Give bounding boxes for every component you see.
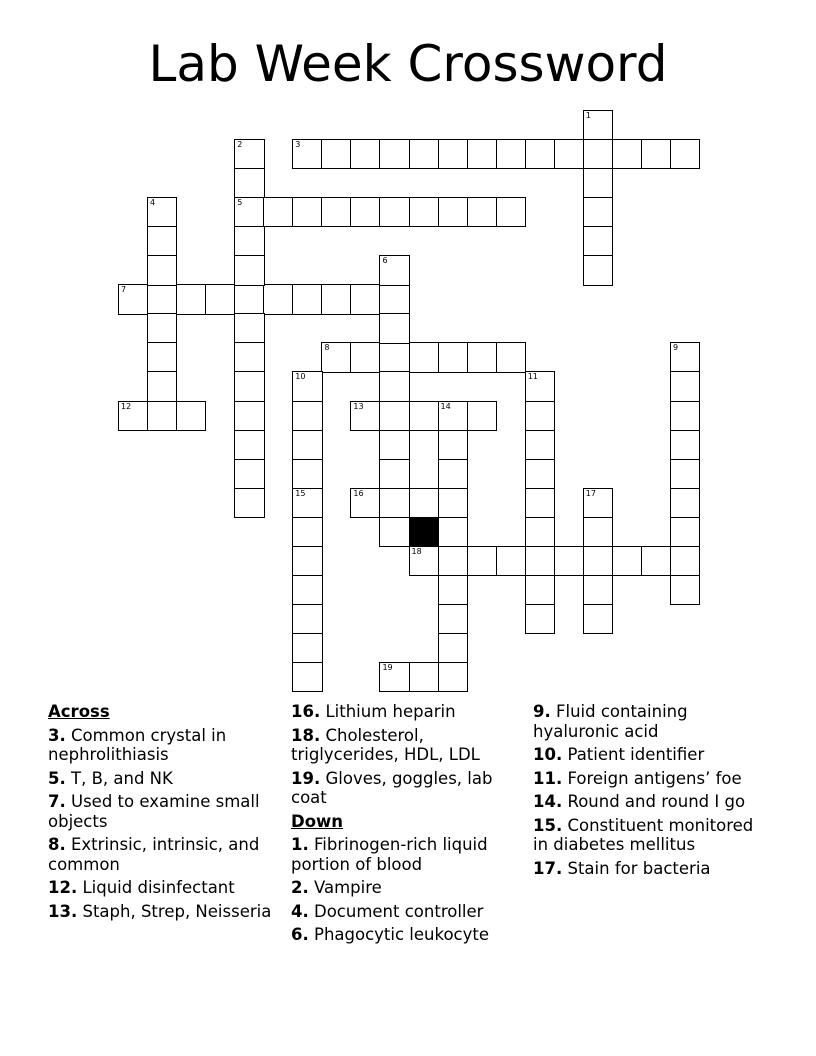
grid-cell[interactable] [379,313,409,343]
clue-text: Phagocytic leukocyte [308,925,490,944]
grid-cell[interactable] [583,255,613,285]
grid-cell[interactable] [234,284,264,314]
clue-number: 18 [411,546,422,556]
grid-cell[interactable] [350,284,380,314]
clue-number: 2 [237,140,243,150]
clue-text: Liquid disinfectant [77,878,235,897]
clue-number: 19 [382,662,393,672]
clue-number: 1 [585,111,591,120]
clues-column-3 [533,702,773,882]
grid-cell[interactable] [467,546,497,576]
across-clue-list [48,726,273,922]
clues-column-2 [291,702,516,949]
grid-cell[interactable] [583,226,613,256]
grid-cell[interactable] [525,430,555,460]
grid-cell[interactable] [525,371,555,401]
grid-cell[interactable] [176,401,206,431]
clue-text: Staph, Strep, Neisseria [77,901,272,921]
grid-cell[interactable] [438,430,468,460]
grid-cell[interactable] [350,342,380,372]
clue-number: 15 [295,488,306,498]
grid-cell[interactable] [292,371,322,401]
grid-cell[interactable] [350,197,380,227]
grid-cell[interactable] [147,401,177,431]
grid-cell[interactable] [234,459,264,489]
clue-number: 6 [382,256,388,266]
clue-item [291,835,516,874]
grid-cell[interactable] [409,139,439,169]
grid-cell[interactable] [292,546,322,576]
clue-item [533,702,773,741]
clue-item [533,859,773,879]
clue-number: 11 [527,372,538,382]
clue-number: 13 [353,401,364,411]
grid-cell[interactable] [350,139,380,169]
grid-cell[interactable] [525,517,555,547]
grid-cell[interactable] [118,401,148,431]
clue-number-label: 5. [48,768,66,788]
clue-number-label: 14. [533,792,563,811]
grid-cell[interactable] [409,662,439,692]
grid-cell[interactable] [263,197,293,227]
clue-text: Patient identifier [562,745,705,764]
grid-cell[interactable] [147,255,177,285]
grid-cell[interactable] [321,139,351,169]
clue-item [48,835,273,874]
grid-cell[interactable] [205,284,235,314]
grid-cell[interactable] [554,546,584,576]
grid-cell[interactable] [496,342,526,372]
grid-cell[interactable] [379,401,409,431]
grid-cell[interactable] [467,401,497,431]
down-clue-list [291,835,516,945]
clue-number: 3 [295,140,301,150]
grid-cell[interactable] [496,139,526,169]
clue-item [48,902,273,922]
grid-cell[interactable] [234,371,264,401]
grid-cell[interactable] [147,284,177,314]
grid-cell[interactable] [379,488,409,518]
down-clue-list-continued [533,702,773,878]
grid-cell[interactable] [467,139,497,169]
grid-cell[interactable] [438,662,468,692]
grid-cell[interactable] [350,401,380,431]
grid-cell[interactable] [321,197,351,227]
grid-cell[interactable] [496,546,526,576]
clue-number-label: 18. [291,725,321,745]
grid-cell[interactable] [379,255,409,285]
grid-cell[interactable] [583,604,613,634]
grid-cell[interactable] [670,546,700,576]
grid-cell[interactable] [292,633,322,663]
clue-number-label: 9. [533,702,551,721]
grid-cell[interactable] [670,371,700,401]
grid-cell[interactable] [525,575,555,605]
clue-number: 7 [121,285,127,295]
clue-number-label: 8. [48,835,66,854]
grid-cell[interactable] [438,342,468,372]
grid-cell[interactable] [292,197,322,227]
grid-cell[interactable] [641,546,671,576]
grid-cell[interactable] [379,284,409,314]
grid-cell[interactable] [379,139,409,169]
page-title: Lab Week Crossword [148,35,668,93]
clue-text: Fibrinogen-rich liquid portion of blood [291,835,488,874]
grid-cell[interactable] [670,342,700,372]
clue-item [291,878,516,898]
grid-cell[interactable] [234,342,264,372]
clue-item [48,726,273,765]
clue-number: 4 [150,198,156,208]
grid-cell[interactable] [612,546,642,576]
clue-text: Extrinsic, intrinsic, and common [48,835,260,874]
clue-text: Cholesterol, triglycerides, HDL, LDL [291,725,480,764]
grid-cell[interactable] [641,139,671,169]
clue-number-label: 3. [48,725,66,745]
clue-number-label: 1. [291,835,309,854]
grid-cell[interactable] [147,342,177,372]
grid-cell[interactable] [147,197,177,227]
clue-number: 5 [237,198,243,208]
clue-text: T, B, and NK [65,768,173,788]
clue-text: Constituent monitored in diabetes mellitus [533,815,754,854]
grid-cell[interactable] [583,139,613,169]
grid-cell[interactable] [234,197,264,227]
clue-number-label: 7. [48,792,66,811]
across-clue-list-continued [291,702,516,808]
clue-number: 10 [295,372,306,382]
grid-cell[interactable] [147,226,177,256]
clue-number: 12 [121,401,132,411]
grid-cell[interactable] [612,139,642,169]
grid-cell[interactable] [438,575,468,605]
grid-cell[interactable] [525,139,555,169]
grid-cell[interactable] [554,139,584,169]
grid-cell[interactable] [234,226,264,256]
grid-cell[interactable] [292,517,322,547]
across-heading: Across [48,702,110,721]
grid-cell[interactable] [176,284,206,314]
clue-number-label: 17. [533,858,563,878]
clue-number-label: 16. [291,702,321,721]
grid-cell[interactable] [118,284,148,314]
grid-cell[interactable] [292,662,322,692]
grid-cell[interactable] [321,342,351,372]
grid-cell[interactable] [147,371,177,401]
clue-text: Fluid containing hyaluronic acid [533,702,688,741]
clue-text: Vampire [308,878,382,897]
clue-text: Round and round I go [562,792,746,811]
clue-item [291,702,516,722]
grid-cell[interactable] [438,546,468,576]
clue-number: 9 [672,343,679,353]
grid-cell[interactable] [379,459,409,489]
grid-cell[interactable] [292,459,322,489]
grid-cell[interactable] [379,371,409,401]
grid-cell[interactable] [670,430,700,460]
grid-cell[interactable] [670,139,700,169]
grid-cell[interactable] [525,488,555,518]
clue-item [291,902,516,922]
grid-cell[interactable] [670,575,700,605]
grid-cell[interactable] [234,139,264,169]
clues-column-1 [48,702,273,925]
grid-cell[interactable] [292,430,322,460]
clue-number-label: 12. [48,878,78,897]
grid-cell[interactable] [379,430,409,460]
grid-cell[interactable] [583,168,613,198]
clue-number-label: 15. [533,815,563,835]
grid-cell[interactable] [525,546,555,576]
grid-cell[interactable] [379,342,409,372]
clue-number-label: 11. [533,768,563,788]
grid-cell[interactable] [292,284,322,314]
clue-item [48,792,273,831]
clue-text: Gloves, goggles, lab coat [291,768,493,807]
grid-cell[interactable] [525,459,555,489]
grid-cell[interactable] [292,401,322,431]
grid-cell[interactable] [379,197,409,227]
clue-number: 17 [585,488,596,498]
clue-item [48,769,273,789]
grid-cell[interactable] [409,197,439,227]
clue-item [291,925,516,945]
clue-item [48,878,273,898]
grid-cell[interactable] [670,488,700,518]
clue-number-label: 13. [48,901,78,921]
grid-cell[interactable] [234,430,264,460]
grid-cell[interactable] [467,197,497,227]
grid-cell[interactable] [583,546,613,576]
grid-cell[interactable] [147,313,177,343]
clue-number-label: 6. [291,925,309,944]
grid-cell[interactable] [670,401,700,431]
clue-text: Lithium heparin [320,702,456,721]
grid-cell[interactable] [438,604,468,634]
grid-cell[interactable] [525,401,555,431]
clue-number-label: 4. [291,901,309,921]
grid-cell[interactable] [438,517,468,547]
grid-cell[interactable] [670,517,700,547]
grid-cell[interactable] [409,342,439,372]
grid-cell[interactable] [438,633,468,663]
clue-item [291,769,516,808]
grid-cell[interactable] [409,546,439,576]
grid-cell[interactable] [583,517,613,547]
black-cell [409,517,439,547]
grid-cell[interactable] [438,197,468,227]
down-heading: Down [291,811,344,831]
grid-cell[interactable] [438,401,468,431]
grid-cell[interactable] [438,139,468,169]
grid-cell[interactable] [496,197,526,227]
clue-number: 14 [440,401,451,411]
grid-cell[interactable] [234,255,264,285]
clue-item [533,792,773,812]
grid-cell[interactable] [292,575,322,605]
grid-cell[interactable] [350,488,380,518]
grid-cell[interactable] [583,575,613,605]
grid-cell[interactable] [292,488,322,518]
clue-text: Document controller [308,901,484,921]
clue-text: Used to examine small objects [48,792,260,831]
grid-cell[interactable] [321,284,351,314]
grid-cell[interactable] [409,401,439,431]
grid-cell[interactable] [234,488,264,518]
clue-text: Stain for bacteria [562,858,711,878]
grid-cell[interactable] [379,662,409,692]
clue-text: Common crystal in nephrolithiasis [48,725,227,764]
grid-cell[interactable] [234,313,264,343]
grid-cell[interactable] [292,604,322,634]
clue-item [533,816,773,855]
grid-cell[interactable] [292,139,322,169]
clue-text: Foreign antigens’ foe [562,768,742,788]
clue-item [533,769,773,789]
grid-cell[interactable] [670,459,700,489]
grid-cell[interactable] [234,401,264,431]
clue-number: 16 [353,488,364,498]
clue-number-label: 10. [533,745,563,764]
grid-cell[interactable] [583,488,613,518]
grid-cell[interactable] [438,459,468,489]
grid-cell[interactable] [525,604,555,634]
grid-cell[interactable] [467,342,497,372]
grid-cell[interactable] [583,197,613,227]
clue-item [291,726,516,765]
clue-number-label: 2. [291,878,309,897]
grid-cell[interactable] [583,110,613,140]
grid-cell[interactable] [409,488,439,518]
clue-number-label: 19. [291,768,321,788]
grid-cell[interactable] [379,517,409,547]
grid-cell[interactable] [234,168,264,198]
grid-cell[interactable] [438,488,468,518]
clue-number: 8 [324,343,330,353]
clue-item [533,745,773,765]
grid-cell[interactable] [263,284,293,314]
